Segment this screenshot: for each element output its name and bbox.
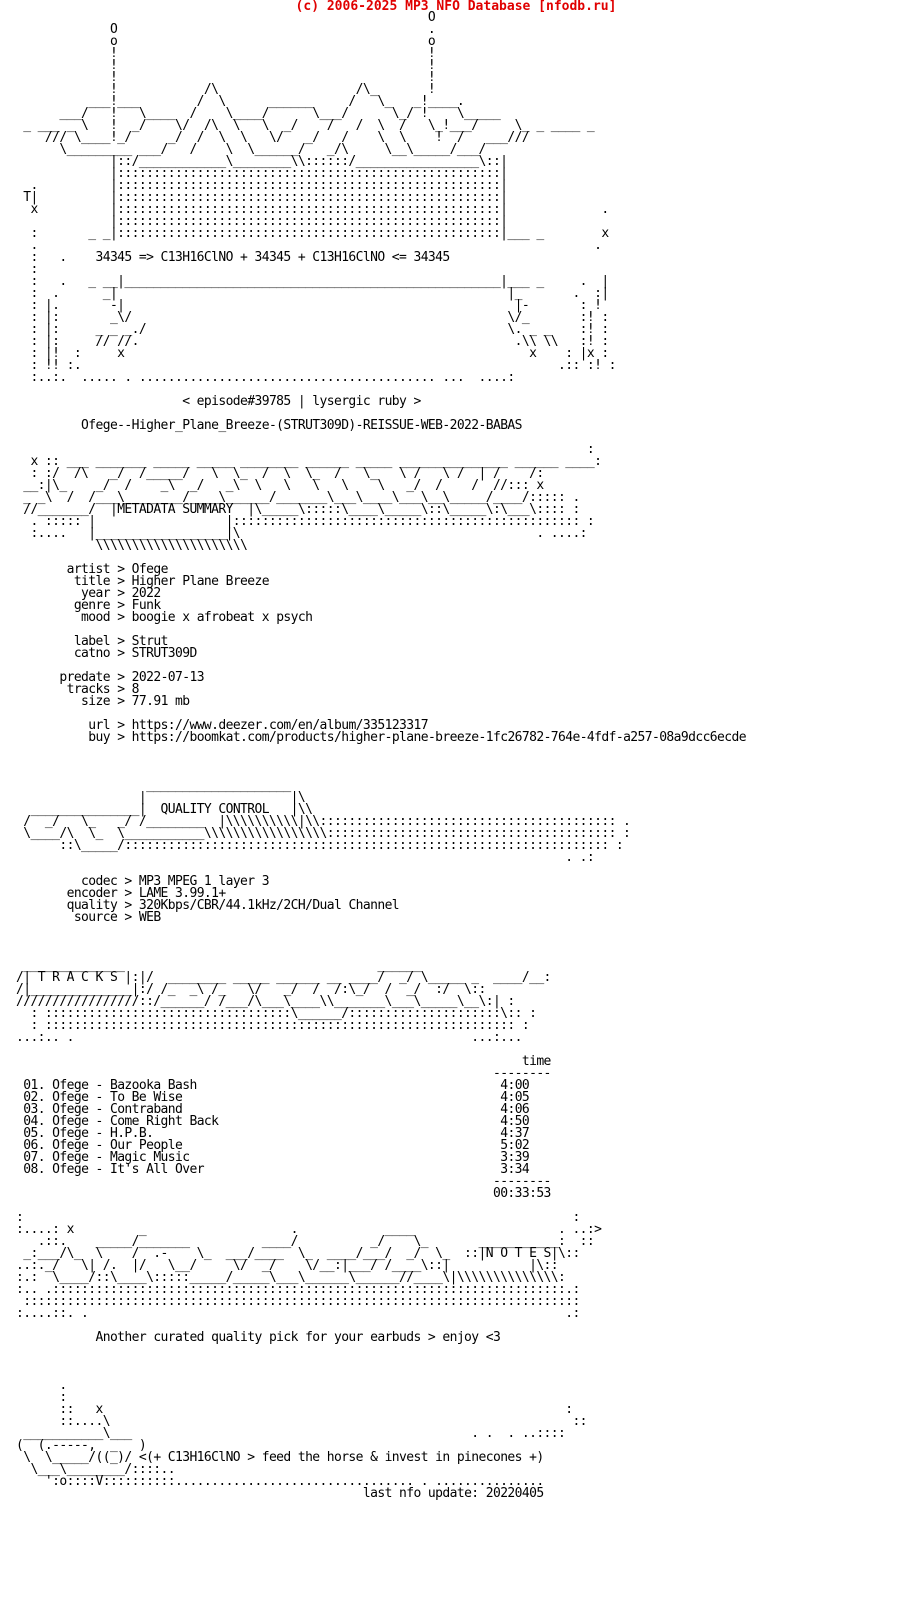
track-name: Ofege - To Be Wise [52, 1090, 183, 1105]
ascii-art-top: O O . o o ! ! ! ! ! ! ! /\ /\_ ! ___!___ / \ ______ / \_ _!____. ___/ ! \____ / \____/ \___/ \_/ ! \_____ _ ___ _ \ ! _/ \/ /\ \ \ _/ / / \ / \_!___/ \_ _ ____ _ /// \____!_/ _/ / \ \ \/ _/ / \ \ ! / ___/// \_________ ___/ / \ \______/ _/\ \__\_____/___/ |::/____________\________\\::::::/_________________\::| |:::::::::::::::::::::::::::::::::::::::::::::::::::::| . |:::::::::::::::::::::::::::::::::::::::::::::::::::::| T| |:::::::::::::::::::::::::::::::::::::::::::::::::::::| x |:::::::::::::::::::::::::::::::::::::::::::::::::::::| . |:::::::::::::::::::::::::::::::::::::::::::::::::::::| : _ _|:::::::::::::::::::::::::::::::::::::::::::::::::::::|___ _ x . . : . [23, 10, 609, 265]
time-column-rule: -------- [492, 1066, 551, 1081]
track-time: 3:34 [500, 1162, 530, 1177]
year-value: 2022 [131, 586, 161, 601]
metadata-summary-heading: METADATA SUMMARY [117, 502, 233, 517]
codec-label: codec [81, 874, 118, 889]
episode-line: < episode#39785 | lysergic ruby > [182, 394, 421, 409]
size-label: size [81, 694, 110, 709]
tracks-heading: T R A C K S [37, 970, 118, 985]
catno-label: catno [73, 646, 110, 661]
year-label: year [81, 586, 110, 601]
track-name: Ofege - Magic Music [52, 1150, 190, 1165]
genre-label: genre [73, 598, 110, 613]
notes-heading: N O T E S [485, 1246, 551, 1261]
mood-label: mood [81, 610, 110, 625]
size-value: 77.91 mb [131, 694, 190, 709]
formula-line: 34345 => C13H16ClNO + 34345 + C13H16ClNO <= 34345 [95, 250, 450, 265]
track-time: 5:02 [500, 1138, 530, 1153]
track-number: 05. [23, 1126, 45, 1141]
url-link[interactable]: https://www.deezer.com/en/album/335123317 [131, 718, 428, 733]
title-value: Higher Plane Breeze [131, 574, 269, 589]
encoder-label: encoder [66, 886, 118, 901]
quality-label: quality [66, 898, 118, 913]
track-time: 4:05 [500, 1090, 530, 1105]
artist-value: Ofege [131, 562, 168, 577]
ascii-art-metadata: : x :: ___ _______ _____ _____ ________ ______ _____ _______________ ______ ____: : :/ /\ _/ /_____/ \ \_ / \ \_ / \_ \ / \ / | / /: __:|\_ _/ / _\ _/ _\ \ \ \ \ \ _/ / / //::: x _ _\ / /___\________/____\______/_______\___\____\___\__\_____/____/::::: . //_______/ [23, 442, 602, 517]
source-value: WEB [138, 910, 161, 925]
artist-label: artist [66, 562, 110, 577]
track-name: Ofege - H.P.B. [52, 1126, 154, 1141]
ascii-art-tracks: ______________ ______ /| [16, 958, 421, 985]
ascii-art-footer: . : :: x : ::....\ :: ___________\___ . . . ..:::: ( (.-----, _ ) \ \_____/((_)/ [16, 1378, 587, 1465]
track-number: 02. [23, 1090, 45, 1105]
source-label: source [73, 910, 118, 925]
nfo-document: O O . o o ! ! ! ! ! ! ! /\ /\_ ! ___!___ / \ ______ / \_ _!____. ___/ ! \____ / \____/ \___/ \_/ ! \_____ _ ___ _ \ ! _/ \/ /\ \ \ _/ / / \ / \_!___/ \_ _ ____ _ /// \____!_/ _/ / \ \ \/ _/ / \ \ ! / ___/// \_________ ___/ / \ \______/ _/\ \__\_____/___/ |::/____________\________\\::::::/_________________\::| |:::::::::::::::::::::::::::::::::::::::::::::::::::::| . |:::::::::::::::::::::::::::::::::::::::::::::::::::::| T| |:::::::::::::::::::::::::::::::::::::::::::::::::::::| x |:::::::::::::::::::::::::::::::::::::::::::::::::::::| . |:::::::::::::::::::::::::::::::::::::::::::::::::::::| : _ _|:::::::::::::::::::::::::::::::::::::::::::::::::::::|___ _ x . . : . 34345 => C13H16ClNO + 34345 + C13H16ClNO <= 34345 : : . _ __|____________________________________________________|___ _ . | : . _| |_ . :| : |. -| |- : ! : |: _\/ \/_ :! : : |: _ _ _./ \. _ _ :! : : |: // //. .\\ \\ :! : : |! : x x : |x : : !! :. .:: :! : :..:. ..... . ......................................... ... ....: < episode#39785 | lysergic ruby > Ofege--Higher_Plane_Breeze-(STRUT309D)-REISSUE-WEB-2022-BABAS : x :: ___ _______ _____ _____ ________ ______ _____ _______________ ______ ____: : :/ /\ _/ /_____/ \ \_ / \ \_ / \_ \ / \ / | / /: __:|\_ _/ / _\ _/ _\ \ \ \ \ \ _/ / / //::: x _ _\ / /___\________/____\______/_______\___\____\___\__\_____/____/::::: . //_______/ |METADATA SUMMARY |\_____\:::::\____\_____\::\_____\:\___\:::: : . ::::: | |:::::::::::::::::::::::::::::::::::::::::::::::: : :.... |__________________|\ . ....: \\\\\\\\\\\\\\\\\\\\\ artist > Ofege title > Higher Plane Breeze year > 2022 genre > Funk mood > boogie x afrobeat x psych label > Strut catno > STRUT309D predate > 2022-07-13 tracks > 8 size > 77.91 mb url > https://www.deezer.com/en/album/335123317 buy > https://boomkat.com/products/higher-plane-breeze-1fc26782-764e-4fdf-a257-08a9dcc6ecde ____________________ | |\ _______________| QUALITY CONTROL |\\ / _/ \_ _/ /________ |\\\\\\\\\\|\\::::::::::::::::::::::::::::::::::::::::: . \____/\ \_ \___________\\\\\\\\\\\\\\\\\:::::::::::::::::::::::::::::::::::::::: : ::\_____/::::::::::::::::::::::::::::::::::::::::::::::::::::::::::::::::::: : . .: codec > MP3 MPEG 1 layer 3 encoder > LAME 3.99.1+ quality > 320Kbps/CBR/44.1kHz/2CH/Dual Channel source > WEB ______________ ______ /| T R A C K S |:|/ ________ _____ ______ __ ____/ _/ \_____ _ ____/__: /|______________|:/ /_ _\ /_ \/ _/ / /:\_/ / _/ :/ \:: /////////////////::/______/ /___/\___\____\\_______\___\_____\__\:| : : ::::::::::::::::::::::::::::::::::\______/:::::::::::::::::::::\:: : : ::::::::::::::::::::::::::::::::::::::::::::::::::::::::::::::::: : ...:.. . ...:... time -------- 01. Ofege - Bazooka Bash 4:00 02. Ofege - To Be Wise 4:05 03. Ofege - Contraband 4:06 04. Ofege - Come Right Back 4:50 05. Ofege - H.P.B. 4:37 06. Ofege - Our People 5:02 07. Ofege - Magic Music 3:39 08. Ofege - It's All Over 3:34 -------- 00:33:53 : : :....: x _ . ____ . ..:> .::. _____/_______ ____/ _/ \_ ___________: :: _:___/\_ \ / .- \_ ___/____ \_ ____/___/ _/ \_ ::|N O T E S|\:: ..:._/ \| /. |/ \__/ \/ _/ \/__:|___/ /____\::| |\:: :.: \____/::\____\:::::_____/_____\___\______\______//____\|\\\\\\\\\\\\\\: :.. .:::::::::::::::::::::::::::::::::::::::::::::::::::::::::::::::::::::::.: ::::::::::::::::::::::::::::::::::::::::::::::::::::::::::::::::::::::::::::: :....::. . .: Another curated quality pick for your earbuds > enjoy <3 . : :: x : ::....\ :: ___________\___ . . . ..:::: ( (.-----, _ ) \ \_____/((_)/ <(+ C13H16ClNO > feed the horse & invest in pinecones +) \___\________/::::.. ':o::::V::::::::::................................. . ............... last nfo update: 20220405 [16, 10, 746, 1501]
label-label: label [73, 634, 110, 649]
track-time: 4:50 [500, 1114, 530, 1129]
tracks-label: tracks [66, 682, 110, 697]
genre-value: Funk [131, 598, 161, 613]
codec-value: MP3 MPEG 1 layer 3 [138, 874, 269, 889]
track-number: 06. [23, 1138, 45, 1153]
track-name: Ofege - Contraband [52, 1102, 183, 1117]
release-name: Ofege--Higher_Plane_Breeze-(STRUT309D)-REISSUE-WEB-2022-BABAS [81, 418, 522, 433]
buy-link[interactable]: https://boomkat.com/products/higher-plane-breeze-1fc26782-764e-4fdf-a257-08a9dcc6ecde [131, 730, 746, 745]
quality-control-heading: QUALITY CONTROL [160, 802, 269, 817]
track-name: Ofege - Come Right Back [52, 1114, 219, 1129]
predate-label: predate [59, 670, 110, 685]
encoder-value: LAME 3.99.1+ [138, 886, 226, 901]
catno-value: STRUT309D [131, 646, 197, 661]
ascii-art-quality: ____________________ | |\ _______________| [30, 778, 306, 817]
track-name: Ofege - Bazooka Bash [52, 1078, 197, 1093]
title-label: title [73, 574, 110, 589]
last-update: last nfo update: 20220405 [362, 1486, 544, 1501]
total-rule: -------- [492, 1174, 551, 1189]
total-runtime: 00:33:53 [492, 1186, 551, 1201]
track-number: 07. [23, 1150, 45, 1165]
predate-value: 2022-07-13 [131, 670, 204, 685]
buy-label: buy [88, 730, 110, 745]
track-time: 3:39 [500, 1150, 530, 1165]
track-name: Ofege - It's All Over [52, 1162, 204, 1177]
time-column-header: time [521, 1054, 551, 1069]
nfodb-credit: (c) 2006-2025 MP3 NFO Database [nfodb.ru] [295, 0, 617, 14]
track-time: 4:06 [500, 1102, 530, 1117]
quality-value: 320Kbps/CBR/44.1kHz/2CH/Dual Channel [138, 898, 400, 913]
tracks-value: 8 [131, 682, 139, 697]
mood-value: boogie x afrobeat x psych [131, 610, 313, 625]
track-name: Ofege - Our People [52, 1138, 183, 1153]
track-number: 03. [23, 1102, 45, 1117]
url-label: url [88, 718, 110, 733]
label-value: Strut [131, 634, 168, 649]
track-time: 4:00 [500, 1078, 530, 1093]
footer-signoff: <(+ C13H16ClNO > feed the horse & invest in pinecones +) [138, 1450, 544, 1465]
track-number: 04. [23, 1114, 45, 1129]
ascii-art-notes: : : :....: x _ . ____ . ..:> .::. _____/_______ ____/ _/ \_ ___________: :: _:___/\_ \ / .- \_ ___/____ \_ ____/___/ _/ \_ ::| [16, 1210, 602, 1261]
track-time: 4:37 [500, 1126, 530, 1141]
track-number: 01. [23, 1078, 45, 1093]
notes-text: Another curated quality pick for your earbuds > enjoy <3 [95, 1330, 501, 1345]
track-number: 08. [23, 1162, 45, 1177]
